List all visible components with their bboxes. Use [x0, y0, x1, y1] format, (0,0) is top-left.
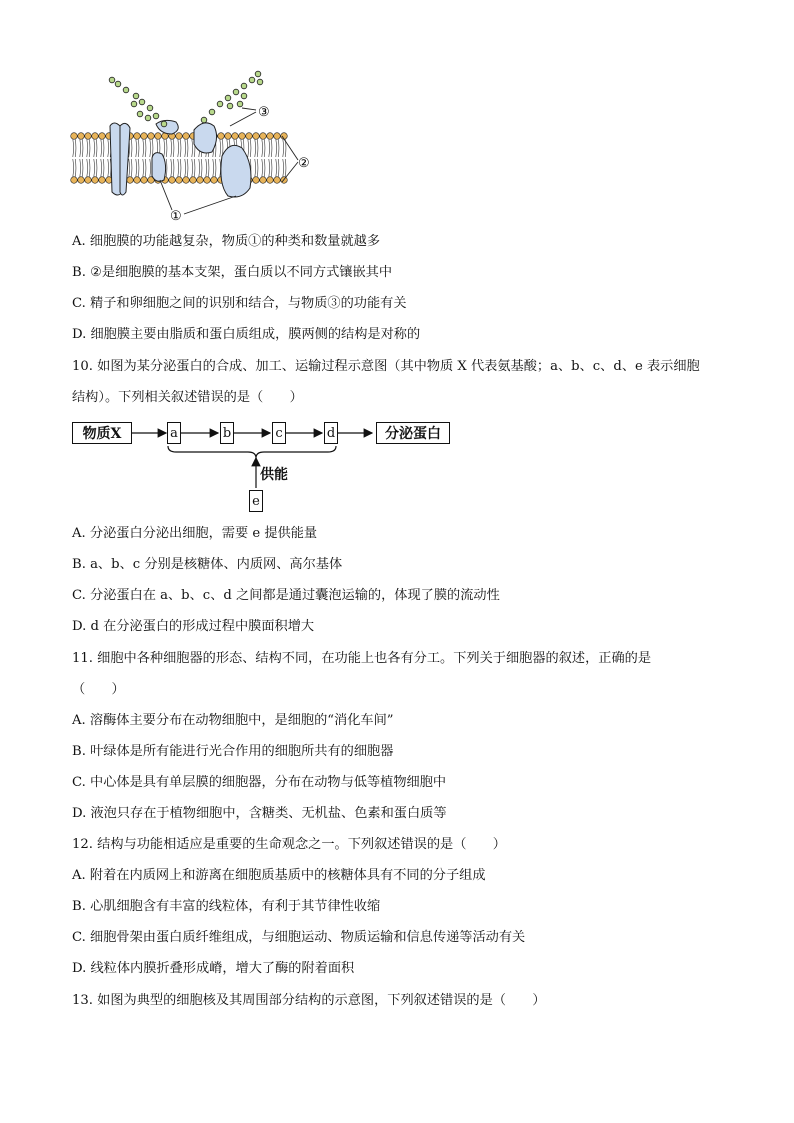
phospholipid-tail — [255, 159, 256, 177]
phospholipid-tail — [283, 159, 284, 177]
phospholipid-tail — [173, 159, 174, 177]
phospholipid-head — [141, 133, 148, 140]
phospholipid-tail — [215, 159, 216, 177]
q10-option-d: D. d 在分泌蛋白的形成过程中膜面积增大 — [72, 619, 315, 634]
phospholipid-tail — [131, 159, 132, 177]
phospholipid-tail — [87, 159, 88, 177]
phospholipid-tail — [269, 139, 270, 157]
phospholipid-head — [134, 177, 141, 184]
phospholipid-head — [176, 133, 183, 140]
q11-stem-line2: （ ） — [72, 682, 125, 697]
phospholipid-head — [155, 133, 162, 140]
glycocalyx-chains — [109, 71, 263, 127]
q9-option-b: B. ②是细胞膜的基本支架，蛋白质以不同方式镶嵌其中 — [72, 265, 393, 280]
q13-stem: 13. 如图为典型的细胞核及其周围部分结构的示意图，下列叙述错误的是（ ） — [72, 993, 546, 1008]
q12-option-c: C. 细胞骨架由蛋白质纤维组成，与细胞运动、物质运输和信息传递等活动有关 — [72, 930, 526, 945]
phospholipid-tail — [94, 139, 95, 157]
q9-option-c: C. 精子和卵细胞之间的识别和结合，与物质③的功能有关 — [72, 296, 407, 311]
phospholipid-head — [274, 133, 281, 140]
phospholipid-tail — [194, 159, 195, 177]
phospholipid-tail — [262, 139, 263, 157]
phospholipid-head — [218, 133, 225, 140]
phospholipid-head — [253, 133, 260, 140]
phospholipid-tail — [75, 159, 76, 177]
phospholipid-tail — [264, 139, 265, 157]
phospholipid-head — [127, 177, 134, 184]
phospholipid-tail — [101, 159, 102, 177]
surface-protein — [156, 120, 178, 134]
sugar-unit — [233, 89, 239, 95]
phospholipid-head — [211, 177, 218, 184]
channel-protein-2 — [120, 123, 130, 195]
phospholipid-tail — [108, 139, 109, 157]
phospholipid-tail — [283, 139, 284, 157]
q11-option-a: A. 溶酶体主要分布在动物细胞中，是细胞的“消化车间” — [72, 713, 394, 728]
phospholipid-head — [260, 177, 267, 184]
phospholipid-tail — [248, 139, 249, 157]
peripheral-protein — [152, 153, 166, 182]
q10-option-c: C. 分泌蛋白在 a、b、c、d 之间都是通过囊泡运输的，体现了膜的流动性 — [72, 588, 500, 603]
q11-option-b: B. 叶绿体是所有能进行光合作用的细胞所共有的细胞器 — [72, 744, 394, 759]
phospholipid-tail — [89, 159, 90, 177]
phospholipid-tail — [178, 139, 179, 157]
sugar-unit — [241, 83, 247, 89]
sugar-unit — [139, 99, 145, 105]
phospholipid-head — [204, 177, 211, 184]
phospholipid-tail — [108, 159, 109, 177]
q11-stem-line1: 11. 细胞中各种细胞器的形态、结构不同，在功能上也各有分工。下列关于细胞器的叙述，正确的是 — [72, 651, 652, 666]
phospholipid-tail — [150, 139, 151, 157]
q11-option-d: D. 液泡只存在于植物细胞中，含糖类、无机盐、色素和蛋白质等 — [72, 806, 447, 821]
phospholipid-head — [246, 133, 253, 140]
phospholipid-tail — [75, 139, 76, 157]
phospholipid-tail — [103, 139, 104, 157]
phospholipid-tail — [192, 159, 193, 177]
q9-option-d: D. 细胞膜主要由脂质和蛋白质组成，膜两侧的结构是对称的 — [72, 327, 421, 342]
phospholipid-tail — [271, 139, 272, 157]
phospholipid-head — [197, 177, 204, 184]
phospholipid-tail — [166, 159, 167, 177]
phospholipid-tail — [150, 159, 151, 177]
phospholipid-tail — [180, 139, 181, 157]
phospholipid-tail — [164, 139, 165, 157]
q10-option-b: B. a、b、c 分别是核糖体、内质网、高尔基体 — [72, 557, 343, 572]
q12-option-a: A. 附着在内质网上和游离在细胞质基质中的核糖体具有不同的分子组成 — [72, 868, 486, 883]
phospholipid-head — [85, 133, 92, 140]
sugar-unit — [209, 109, 215, 115]
sugar-unit — [115, 81, 121, 87]
sugar-unit — [145, 115, 151, 121]
phospholipid-head — [78, 133, 85, 140]
q12-option-d: D. 线粒体内膜折叠形成嵴，增大了酶的附着面积 — [72, 961, 355, 976]
sugar-unit — [227, 103, 233, 109]
phospholipid-tail — [199, 159, 200, 177]
phospholipid-tail — [276, 159, 277, 177]
phospholipid-head — [141, 177, 148, 184]
phospholipid-tail — [152, 139, 153, 157]
phospholipid-tail — [89, 139, 90, 157]
sugar-unit — [133, 93, 139, 99]
phospholipid-tail — [220, 139, 221, 157]
sugar-unit — [217, 101, 223, 107]
phospholipid-head — [239, 133, 246, 140]
phospholipid-tail — [171, 159, 172, 177]
sugar-unit — [131, 101, 137, 107]
phospholipid-tail — [82, 159, 83, 177]
phospholipid-tail — [269, 159, 270, 177]
phospholipid-tail — [80, 159, 81, 177]
phospholipid-head — [183, 177, 190, 184]
secretion-flow-diagram — [72, 418, 472, 518]
sugar-unit — [147, 105, 153, 111]
phospholipid-tail — [101, 139, 102, 157]
phospholipid-head — [183, 133, 190, 140]
structure-a-box: a — [167, 422, 181, 444]
phospholipid-tail — [166, 139, 167, 157]
sugar-unit — [255, 71, 261, 77]
phospholipid-head — [225, 133, 232, 140]
phospholipid-tail — [138, 139, 139, 157]
phospholipid-head — [99, 177, 106, 184]
membrane-diagram — [64, 60, 324, 230]
structure-c-box: c — [272, 422, 286, 444]
phospholipid-head — [92, 133, 99, 140]
phospholipid-tail — [96, 159, 97, 177]
q12-stem: 12. 结构与功能相适应是重要的生命观念之一。下列叙述错误的是（ ） — [72, 837, 506, 852]
sugar-unit — [249, 77, 255, 83]
phospholipid-tail — [173, 139, 174, 157]
phospholipid-tail — [73, 159, 74, 177]
phospholipid-bilayer — [71, 133, 288, 184]
label-3: ③ — [258, 105, 270, 120]
phospholipid-tail — [257, 139, 258, 157]
phospholipid-tail — [136, 139, 137, 157]
phospholipid-tail — [80, 139, 81, 157]
phospholipid-tail — [185, 139, 186, 157]
phospholipid-head — [134, 133, 141, 140]
phospholipid-tail — [276, 139, 277, 157]
phospholipid-head — [71, 133, 78, 140]
phospholipid-head — [190, 177, 197, 184]
phospholipid-tail — [208, 159, 209, 177]
phospholipid-tail — [138, 159, 139, 177]
phospholipid-tail — [255, 139, 256, 157]
phospholipid-tail — [262, 159, 263, 177]
phospholipid-tail — [180, 159, 181, 177]
q12-option-b: B. 心肌细胞含有丰富的线粒体，有利于其节律性收缩 — [72, 899, 381, 914]
phospholipid-head — [260, 133, 267, 140]
phospholipid-tail — [187, 139, 188, 157]
phospholipid-head — [169, 177, 176, 184]
sugar-unit — [237, 101, 243, 107]
phospholipid-head — [267, 133, 274, 140]
phospholipid-tail — [136, 159, 137, 177]
phospholipid-tail — [96, 139, 97, 157]
q11-option-c: C. 中心体是具有单层膜的细胞器，分布在动物与低等植物细胞中 — [72, 775, 447, 790]
phospholipid-tail — [82, 139, 83, 157]
phospholipid-tail — [143, 139, 144, 157]
phospholipid-tail — [213, 159, 214, 177]
sugar-unit — [241, 93, 247, 99]
phospholipid-tail — [257, 159, 258, 177]
energy-supply-label: 供能 — [260, 467, 288, 483]
phospholipid-head — [99, 133, 106, 140]
label-2: ② — [298, 156, 310, 171]
glycoprotein-body — [194, 123, 217, 153]
phospholipid-head — [78, 177, 85, 184]
phospholipid-tail — [103, 159, 104, 177]
phospholipid-tail — [192, 139, 193, 157]
phospholipid-tail — [206, 159, 207, 177]
sugar-unit — [109, 77, 115, 83]
q10-option-a: A. 分泌蛋白分泌出细胞，需要 e 提供能量 — [72, 526, 318, 541]
phospholipid-tail — [250, 139, 251, 157]
phospholipid-head — [71, 177, 78, 184]
phospholipid-tail — [87, 139, 88, 157]
secreted-protein-box: 分泌蛋白 — [376, 422, 450, 444]
phospholipid-tail — [145, 159, 146, 177]
membrane-svg — [64, 60, 324, 230]
sugar-unit — [257, 79, 263, 85]
phospholipid-tail — [271, 159, 272, 177]
phospholipid-tail — [264, 159, 265, 177]
sugar-unit — [137, 111, 143, 117]
sugar-unit — [153, 113, 159, 119]
sugar-unit — [201, 117, 207, 123]
q9-option-a: A. 细胞膜的功能越复杂，物质①的种类和数量就越多 — [72, 234, 381, 249]
phospholipid-head — [274, 177, 281, 184]
phospholipid-tail — [187, 159, 188, 177]
phospholipid-head — [267, 177, 274, 184]
sugar-unit — [225, 95, 231, 101]
structure-e-box: e — [249, 490, 263, 512]
phospholipid-tail — [278, 139, 279, 157]
phospholipid-head — [232, 133, 239, 140]
phospholipid-head — [148, 133, 155, 140]
phospholipid-tail — [178, 159, 179, 177]
structure-d-box: d — [324, 422, 338, 444]
phospholipid-tail — [143, 159, 144, 177]
phospholipid-tail — [285, 159, 286, 177]
phospholipid-tail — [171, 139, 172, 157]
structure-b-box: b — [220, 422, 234, 444]
phospholipid-tail — [201, 159, 202, 177]
label-1: ① — [170, 209, 182, 224]
phospholipid-tail — [94, 159, 95, 177]
phospholipid-tail — [145, 139, 146, 157]
phospholipid-head — [85, 177, 92, 184]
phospholipid-tail — [278, 159, 279, 177]
phospholipid-tail — [73, 139, 74, 157]
phospholipid-head — [176, 177, 183, 184]
substance-x-box: 物质X — [72, 422, 132, 444]
sugar-unit — [123, 87, 129, 93]
phospholipid-tail — [131, 139, 132, 157]
phospholipid-tail — [129, 159, 130, 177]
phospholipid-head — [92, 177, 99, 184]
q10-stem-line1: 10. 如图为某分泌蛋白的合成、加工、运输过程示意图（其中物质 X 代表氨基酸；a、b、c、d、e 表示细胞 — [72, 359, 700, 374]
phospholipid-tail — [185, 159, 186, 177]
q10-stem-line2: 结构）。下列相关叙述错误的是（ ） — [72, 390, 303, 405]
sugar-unit — [161, 121, 167, 127]
phospholipid-head — [253, 177, 260, 184]
transmembrane-protein — [221, 145, 251, 197]
